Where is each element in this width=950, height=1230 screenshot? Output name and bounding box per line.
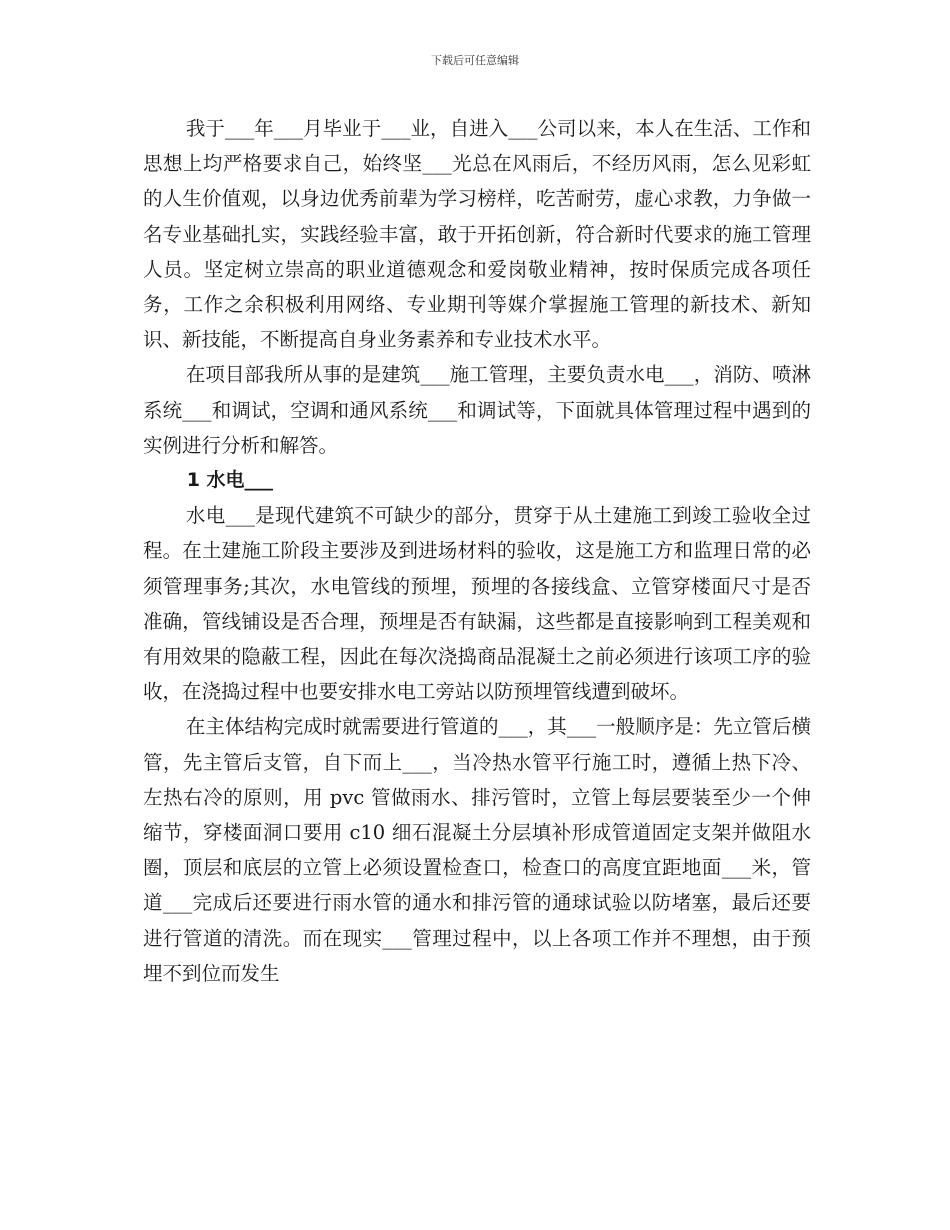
paragraph-responsibilities: 在项目部我所从事的是建筑___施工管理，主要负责水电___，消防、喷淋系统___和调试，空调和通风系统___和调试等，下面就具体管理过程中遇到的实例进行分析和解答。 [143,363,811,457]
section-heading: 1 水电___ [186,469,274,492]
paragraph-pipe-installation: 在主体结构完成时就需要进行管道的___，其___一般顺序是：先立管后横管，先主管后支管，自下而上___，当冷热水管平行施工时，遵循上热下冷、左热右冷的原则，用 pvc 管做雨水、排污管时，立管上每层要装至少一个伸缩节，穿楼面洞口要用 c10 细石混凝土分层填补形成管道固定支架并做阻水圈，顶层和底层的立管上必须设置检查口，检查口的高度宜距地面___米，管道___完成后还要进行雨水管的通水和排污管的通球试验以防堵塞，最后还要进行管道的清洗。而在现实___管理过程中，以上各项工作并不理想，由于预埋不到位而发生 [143,715,811,985]
paragraph-plumbing-overview: 水电___是现代建筑不可缺少的部分，贯穿于从土建施工到竣工验收全过程。在土建施工阶段主要涉及到进场材料的验收，这是施工方和监理日常的必须管理事务;其次，水电管线的预埋，预埋的各接线盒、立管穿楼面尺寸是否准确，管线铺设是否合理，预埋是否有缺漏，这些都是直接影响到工程美观和有用效果的隐蔽工程，因此在每次浇捣商品混凝土之前必须进行该项工序的验收，在浇捣过程中也要安排水电工旁站以防预埋管线遭到破坏。 [143,504,811,704]
paragraph-intro: 我于___年___月毕业于___业，自进入___公司以来，本人在生活、工作和思想上均严格要求自己，始终坚___光总在风雨后，不经历风雨，怎么见彩虹的人生价值观，以身边优秀前辈为学习榜样，吃苦耐劳，虚心求教，力争做一名专业基础扎实，实践经验丰富，敢于开拓创新，符合新时代要求的施工管理人员。坚定树立崇高的职业道德观念和爱岗敬业精神，按时保质完成各项任务，工作之余积极利用网络、专业期刊等媒介掌握施工管理的新技术、新知识、新技能，不断提高自身业务素养和专业技术水平。 [143,117,811,352]
document-body [143,111,811,991]
page-header: 下载后可任意编辑 [431,54,519,67]
